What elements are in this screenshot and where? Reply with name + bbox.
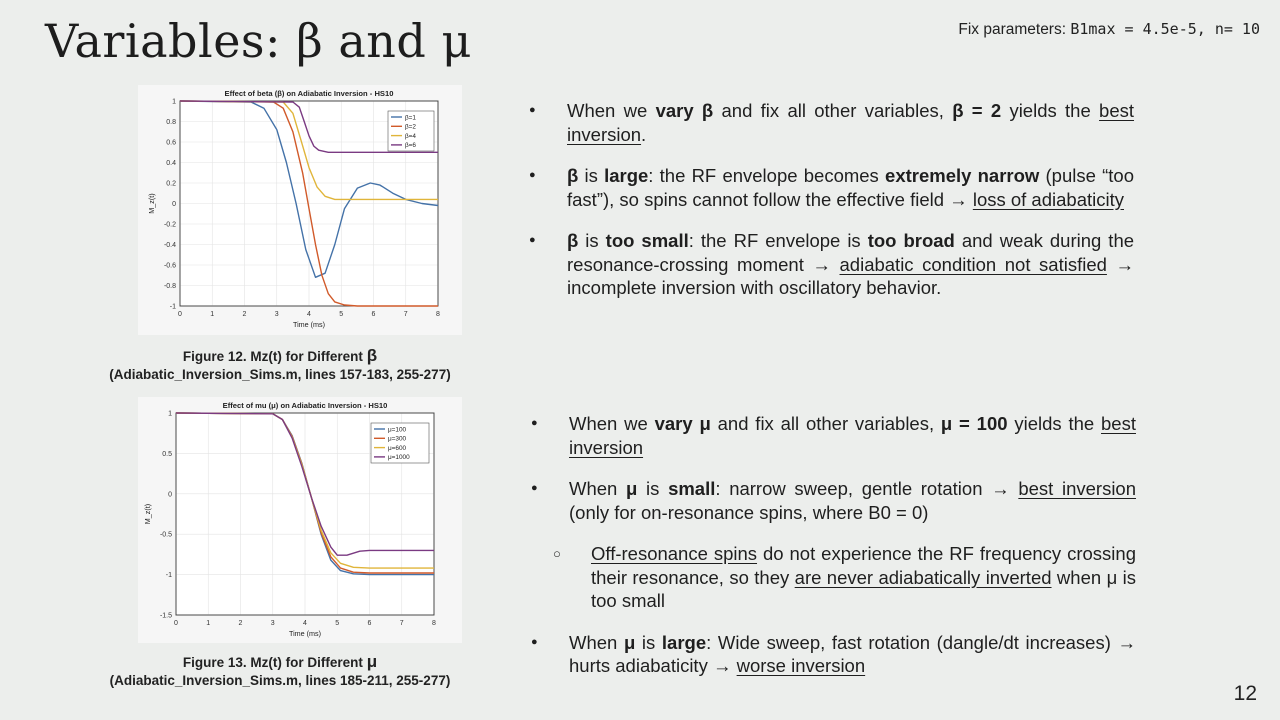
y-axis-label: M_z(t) [147, 193, 156, 214]
text: yields the [1007, 413, 1102, 434]
y-tick-label: -0.2 [163, 221, 176, 229]
beta-bullet-list [525, 99, 1134, 318]
beta-bullet-small [525, 229, 1134, 300]
text: do not experience the RF frequency crossing their resonance, so they [591, 543, 1136, 588]
legend-label: β=4 [405, 132, 416, 140]
x-tick-label: 3 [270, 620, 275, 627]
text: (pulse “too fast”), so spins cannot follow the effective field → [567, 165, 1134, 210]
x-axis-label: Time (ms) [292, 320, 326, 329]
text-bold: μ [626, 478, 638, 499]
mu-subbullet-off-resonance [527, 542, 1136, 613]
page-number: 12 [1233, 682, 1257, 705]
legend-label: β=1 [405, 114, 416, 122]
y-axis-label: M_z(t) [143, 503, 152, 525]
text-underlined: worse inversion [736, 655, 866, 676]
y-tick-label: -1.5 [159, 612, 172, 620]
text-bold: too small [605, 230, 689, 251]
y-tick-label: 0.4 [166, 160, 176, 167]
text-underlined: loss of adiabaticity [972, 188, 1124, 210]
caption-12-text: Figure 12. Mz(t) for Different [182, 349, 363, 364]
caption-12-source: (Adiabatic_Inversion_Sims.m, lines 157-183, 255-277) [109, 367, 451, 382]
caption-12-symbol: β [366, 346, 378, 365]
text-underlined: Off-resonance spins [591, 543, 758, 564]
text: and weak during the resonance-crossing moment → [567, 230, 1135, 275]
caption-13-text: Figure 13. Mz(t) for Different [182, 655, 363, 670]
text: is [578, 165, 605, 186]
text: is [578, 230, 606, 251]
x-tick-label: 4 [303, 620, 307, 627]
y-tick-label: 0 [172, 201, 176, 208]
caption-13-symbol: μ [366, 652, 378, 671]
y-tick-label: -1 [169, 303, 176, 311]
y-tick-label: 0.8 [166, 119, 176, 126]
legend-label: β=6 [405, 142, 416, 150]
text: (only for on-resonance spins, where B0 = 0) [569, 501, 929, 523]
text-bold: μ [623, 631, 636, 653]
y-tick-label: -0.5 [159, 531, 172, 539]
y-tick-label: -0.6 [163, 262, 176, 270]
figure-12-plot [138, 85, 462, 335]
mu-bullet-small [527, 477, 1136, 524]
params-value: B1max = 4.5e-5, n= 10 [1070, 20, 1260, 38]
chart-title: Effect of mu (μ) on Adiabatic Inversion - HS10 [222, 401, 388, 410]
x-tick-label: 7 [403, 311, 408, 318]
text-bold: too broad [867, 230, 955, 251]
text-bold: large [604, 165, 649, 186]
x-tick-label: 5 [339, 311, 344, 318]
x-tick-label: 2 [242, 311, 247, 318]
text: : the RF envelope becomes [648, 165, 886, 186]
text-underlined: best inversion [1018, 478, 1137, 499]
y-tick-label: 0.2 [166, 180, 176, 188]
x-tick-label: 1 [206, 620, 211, 627]
text-bold: β [567, 230, 579, 251]
text: yields the [1001, 100, 1100, 121]
legend-label: μ=600 [388, 444, 407, 452]
beta-chart [138, 85, 462, 335]
text: → incomplete inversion with oscillatory behavior. [567, 253, 1134, 298]
figure-13-caption [50, 653, 510, 690]
text-bold: β = 2 [952, 100, 1002, 121]
text: When [569, 478, 627, 499]
y-tick-label: 0.6 [166, 139, 176, 147]
x-tick-label: 7 [399, 620, 404, 627]
text: and fix all other variables, [710, 413, 941, 434]
y-tick-label: 0 [168, 491, 172, 499]
legend-label: μ=1000 [388, 454, 410, 462]
text: . [641, 123, 647, 145]
y-tick-label: -0.4 [163, 242, 176, 249]
text: : Wide sweep, fast rotation (dangle/dt increases) → hurts adiabaticity → [569, 631, 1137, 676]
text-bold: extremely narrow [885, 165, 1040, 186]
text: When [569, 631, 624, 653]
text-bold: vary β [655, 100, 714, 121]
legend-label: β=2 [405, 123, 416, 131]
text: When we [569, 413, 655, 434]
beta-bullet-large [525, 164, 1134, 211]
text: is [635, 631, 662, 653]
text-bold: large [661, 631, 707, 653]
text: : the RF envelope is [688, 230, 868, 251]
text-underlined: best inversion [569, 413, 1136, 458]
y-tick-label: -1 [165, 572, 172, 580]
y-tick-label: 0.5 [162, 450, 172, 458]
x-tick-label: 5 [335, 620, 340, 627]
mu-bullet-large [527, 631, 1136, 678]
text-bold: β [567, 165, 579, 186]
mu-chart [138, 397, 462, 643]
x-tick-label: 1 [210, 311, 215, 318]
fixed-parameters [958, 20, 1260, 39]
text-bold: vary μ [654, 413, 711, 434]
text: when μ is too small [591, 566, 1136, 611]
legend-label: μ=100 [388, 426, 407, 434]
y-tick-label: 1 [172, 98, 176, 106]
chart-title: Effect of beta (β) on Adiabatic Inversion - HS10 [224, 89, 394, 98]
text-bold: μ = 100 [940, 413, 1008, 434]
figure-12-caption [50, 347, 510, 384]
x-tick-label: 2 [238, 620, 243, 627]
page-title: Variables: β and μ [45, 14, 472, 68]
x-axis-label: Time (ms) [288, 629, 322, 638]
figure-13-plot [138, 397, 462, 643]
beta-bullet-best [525, 99, 1134, 146]
mu-bullet-best [527, 412, 1136, 459]
text-bold: small [668, 478, 716, 499]
x-tick-label: 6 [367, 620, 372, 627]
x-tick-label: 8 [432, 620, 436, 627]
legend-label: μ=300 [388, 435, 407, 443]
text-underlined: are never adiabatically inverted [794, 566, 1052, 588]
x-tick-label: 4 [307, 311, 311, 318]
text: is [637, 478, 669, 499]
text: and fix all other variables, [713, 100, 953, 121]
mu-bullet-list [527, 412, 1136, 696]
x-tick-label: 6 [371, 311, 376, 318]
text-underlined: best inversion [567, 100, 1135, 145]
x-tick-label: 0 [174, 620, 178, 627]
y-tick-label: 1 [168, 410, 172, 418]
y-tick-label: -0.8 [163, 283, 176, 290]
text-underlined: adiabatic condition not satisfied [839, 253, 1107, 275]
params-label: Fix parameters: [958, 21, 1067, 38]
x-tick-label: 8 [436, 311, 440, 318]
caption-13-source: (Adiabatic_Inversion_Sims.m, lines 185-211, 255-277) [109, 673, 451, 688]
text: : narrow sweep, gentle rotation → [715, 478, 1019, 499]
text: When we [567, 100, 656, 121]
x-tick-label: 3 [274, 311, 279, 318]
x-tick-label: 0 [178, 311, 182, 318]
